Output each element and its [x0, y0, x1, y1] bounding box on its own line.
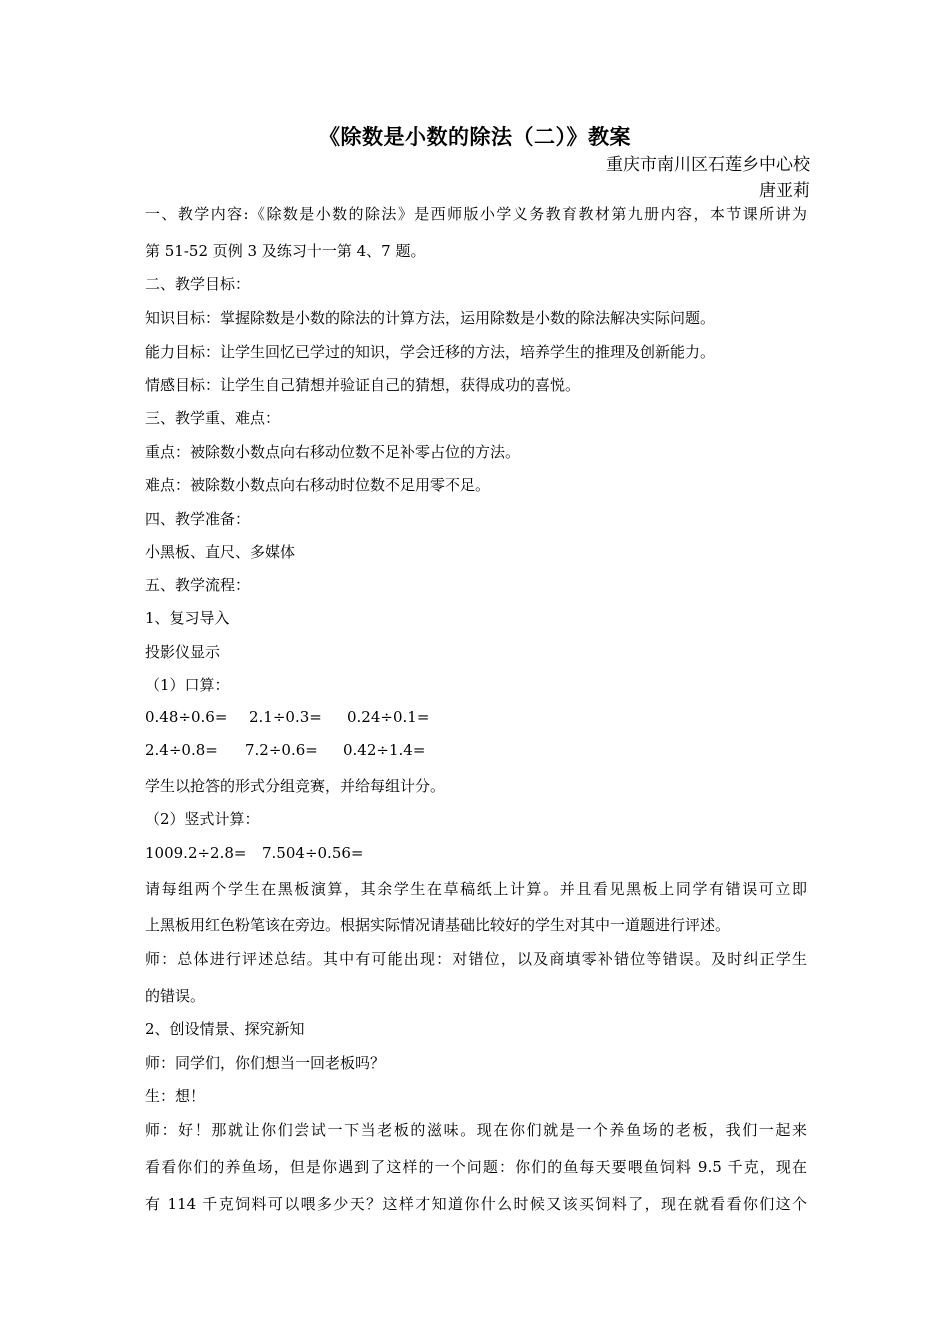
- paragraph-line: （1）口算：: [145, 676, 230, 694]
- paragraph-line: 能力目标：让学生回忆已学过的知识，学会迁移的方法，培养学生的推理及创新能力。: [145, 343, 716, 361]
- paragraph-line: 师：好！那就让你们尝试一下当老板的滋味。现在你们就是一个养鱼场的老板，我们一起来: [145, 1121, 807, 1139]
- author-name: 唐亚莉: [759, 181, 810, 201]
- calc-item: 0.48÷0.6=: [145, 708, 228, 726]
- vertical-calc-row: [145, 844, 363, 862]
- section-heading: 三、教学重、难点：: [145, 409, 281, 427]
- calc-item: 0.24÷0.1=: [347, 708, 430, 726]
- oral-calc-row: [145, 708, 429, 726]
- calc-item: 2.1÷0.3=: [249, 708, 322, 726]
- subsection-heading: 1、复习导入: [145, 609, 230, 627]
- calc-item: 2.4÷0.8=: [145, 741, 218, 759]
- paragraph-line: （2）竖式计算：: [145, 810, 260, 828]
- oral-calc-row: [145, 741, 425, 759]
- paragraph-line: 师：总体进行评述总结。其中有可能出现：对错位，以及商填零补错位等错误。及时纠正学生: [145, 950, 807, 968]
- paragraph-line: 知识目标：掌握除数是小数的除法的计算方法，运用除数是小数的除法解决实际问题。: [145, 309, 716, 327]
- paragraph-line: 上黑板用红色粉笔该在旁边。根据实际情况请基础比较好的学生对其中一道题进行评述。: [145, 916, 731, 934]
- paragraph-line: 第 51-52 页例 3 及练习十一第 4、7 题。: [145, 242, 426, 260]
- paragraph-line: 小黑板、直尺、多媒体: [145, 543, 296, 561]
- paragraph-line: 一、教学内容:《除数是小数的除法》是西师版小学义务教育教材第九册内容，本节课所讲为: [145, 205, 807, 223]
- paragraph-line: 难点：被除数小数点向右移动时位数不足用零不足。: [145, 476, 491, 494]
- paragraph-line: 学生以抢答的形式分组竞赛，并给每组计分。: [145, 777, 446, 795]
- paragraph-line: 生：想！: [145, 1087, 206, 1105]
- paragraph-line: 看看你们的养鱼场，但是你遇到了这样的一个问题：你们的鱼每天要喂鱼饲料 9.5 千克，现在: [145, 1158, 807, 1176]
- paragraph-line: 师：同学们，你们想当一回老板吗？: [145, 1054, 386, 1072]
- calc-item: 7.504÷0.56=: [262, 844, 364, 862]
- paragraph-line: 投影仪显示: [145, 643, 221, 661]
- paragraph-line: 重点：被除数小数点向右移动位数不足补零占位的方法。: [145, 443, 521, 461]
- paragraph-line: 请每组两个学生在黑板演算，其余学生在草稿纸上计算。并且看见黑板上同学有错误可立即: [145, 880, 807, 898]
- paragraph-line: 的错误。: [145, 987, 206, 1005]
- calc-item: 7.2÷0.6=: [245, 741, 318, 759]
- subsection-heading: 2、创设情景、探究新知: [145, 1020, 305, 1038]
- section-heading: 二、教学目标：: [145, 275, 251, 293]
- document-title: 《除数是小数的除法（二）》教案: [319, 124, 631, 149]
- calc-item: 1009.2÷2.8=: [145, 844, 247, 862]
- paragraph-line: 情感目标：让学生自己猜想并验证自己的猜想，获得成功的喜悦。: [145, 376, 581, 394]
- section-heading: 四、教学准备：: [145, 510, 251, 528]
- calc-item: 0.42÷1.4=: [343, 741, 426, 759]
- school-name: 重庆市南川区石莲乡中心校: [606, 155, 810, 175]
- paragraph-line: 有 114 千克饲料可以喂多少天？这样才知道你什么时候又该买饲料了，现在就看看你们这个: [145, 1195, 807, 1213]
- section-heading: 五、教学流程：: [145, 576, 251, 594]
